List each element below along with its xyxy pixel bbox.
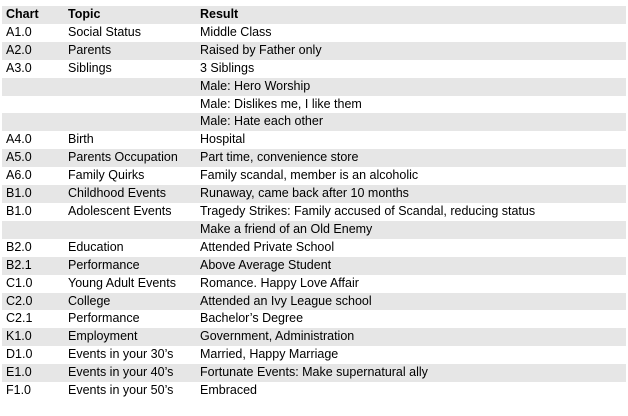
cell-chart: A2.0 [2, 42, 64, 60]
cell-result: Married, Happy Marriage [200, 347, 339, 362]
cell-result: Male: Hate each other [196, 113, 626, 131]
cell-topic: Family Quirks [68, 168, 145, 183]
cell-result: Attended Private School [200, 239, 335, 254]
cell-chart: C2.1 [6, 311, 33, 326]
cell-result: Male: Hero Worship [196, 78, 626, 96]
cell-topic: Young Adult Events [68, 275, 176, 290]
table-row [2, 24, 626, 42]
cell-chart: B1.0 [2, 185, 64, 203]
cell-topic [64, 113, 196, 131]
cell-chart: A4.0 [6, 132, 32, 147]
cell-topic [64, 221, 196, 239]
cell-chart: K1.0 [2, 328, 64, 346]
table-row [2, 293, 626, 311]
table-row [2, 167, 626, 185]
cell-topic: Performance [68, 311, 140, 326]
cell-topic: Adolescent Events [68, 203, 172, 218]
cell-chart: F1.0 [6, 383, 32, 398]
cell-topic: Siblings [68, 60, 112, 75]
results-sheet [0, 6, 628, 416]
table-row [2, 149, 626, 167]
cell-chart: A6.0 [6, 168, 32, 183]
table-row [2, 328, 626, 346]
cell-topic: Birth [68, 132, 94, 147]
table-row [2, 257, 626, 275]
cell-result: Attended an Ivy League school [196, 293, 626, 311]
table-row [2, 221, 626, 239]
cell-topic: Education [68, 239, 124, 254]
table-row [2, 239, 626, 257]
cell-chart: A1.0 [6, 24, 32, 39]
header-row [2, 6, 626, 24]
cell-topic: Parents [64, 42, 196, 60]
cell-result: Government, Administration [196, 328, 626, 346]
table-row [2, 346, 626, 364]
cell-topic: Social Status [68, 24, 141, 39]
cell-result: Embraced [200, 383, 257, 398]
cell-result: 3 Siblings [200, 60, 255, 75]
cell-result: Fortunate Events: Make supernatural ally [196, 364, 626, 382]
header-result: Result [196, 6, 626, 24]
table-row [2, 131, 626, 149]
cell-result: Runaway, came back after 10 months [196, 185, 626, 203]
cell-topic: Performance [64, 257, 196, 275]
cell-chart: C2.0 [2, 293, 64, 311]
cell-chart: C1.0 [6, 275, 33, 290]
cell-topic: Employment [64, 328, 196, 346]
cell-chart: B1.0 [6, 203, 32, 218]
table-row [2, 96, 626, 114]
cell-topic: Events in your 50’s [68, 383, 174, 398]
cell-result: Raised by Father only [196, 42, 626, 60]
character-results-table [2, 6, 626, 400]
cell-result: Make a friend of an Old Enemy [196, 221, 626, 239]
cell-chart: B2.1 [2, 257, 64, 275]
cell-result: Romance. Happy Love Affair [200, 275, 359, 290]
header-chart: Chart [2, 6, 64, 24]
table-row [2, 203, 626, 221]
cell-chart [2, 78, 64, 96]
table-row [2, 78, 626, 96]
cell-result: Bachelor’s Degree [200, 311, 304, 326]
cell-result: Hospital [200, 132, 246, 147]
cell-chart: E1.0 [2, 364, 64, 382]
cell-topic: College [64, 293, 196, 311]
table-row [2, 364, 626, 382]
cell-topic [64, 96, 196, 114]
cell-result: Tragedy Strikes: Family accused of Scandal, reducing status [200, 203, 536, 218]
cell-chart [2, 113, 64, 131]
cell-chart: A5.0 [2, 149, 64, 167]
cell-result: Middle Class [200, 24, 272, 39]
cell-topic: Events in your 40’s [64, 364, 196, 382]
table-body [2, 24, 626, 400]
table-row [2, 275, 626, 293]
table-row [2, 113, 626, 131]
header-topic: Topic [64, 6, 196, 24]
table-row [2, 382, 626, 400]
cell-topic [64, 78, 196, 96]
table-row [2, 42, 626, 60]
cell-result: Part time, convenience store [196, 149, 626, 167]
cell-result: Male: Dislikes me, I like them [200, 96, 362, 111]
table-row [2, 185, 626, 203]
table-row [2, 310, 626, 328]
table-row [2, 60, 626, 78]
cell-topic: Parents Occupation [64, 149, 196, 167]
cell-chart [2, 96, 64, 114]
cell-topic: Events in your 30’s [68, 347, 174, 362]
cell-chart: B2.0 [6, 239, 32, 254]
cell-result: Family scandal, member is an alcoholic [200, 168, 419, 183]
cell-chart [2, 221, 64, 239]
cell-result: Above Average Student [196, 257, 626, 275]
cell-chart: A3.0 [6, 60, 32, 75]
cell-topic: Childhood Events [64, 185, 196, 203]
cell-chart: D1.0 [6, 347, 33, 362]
